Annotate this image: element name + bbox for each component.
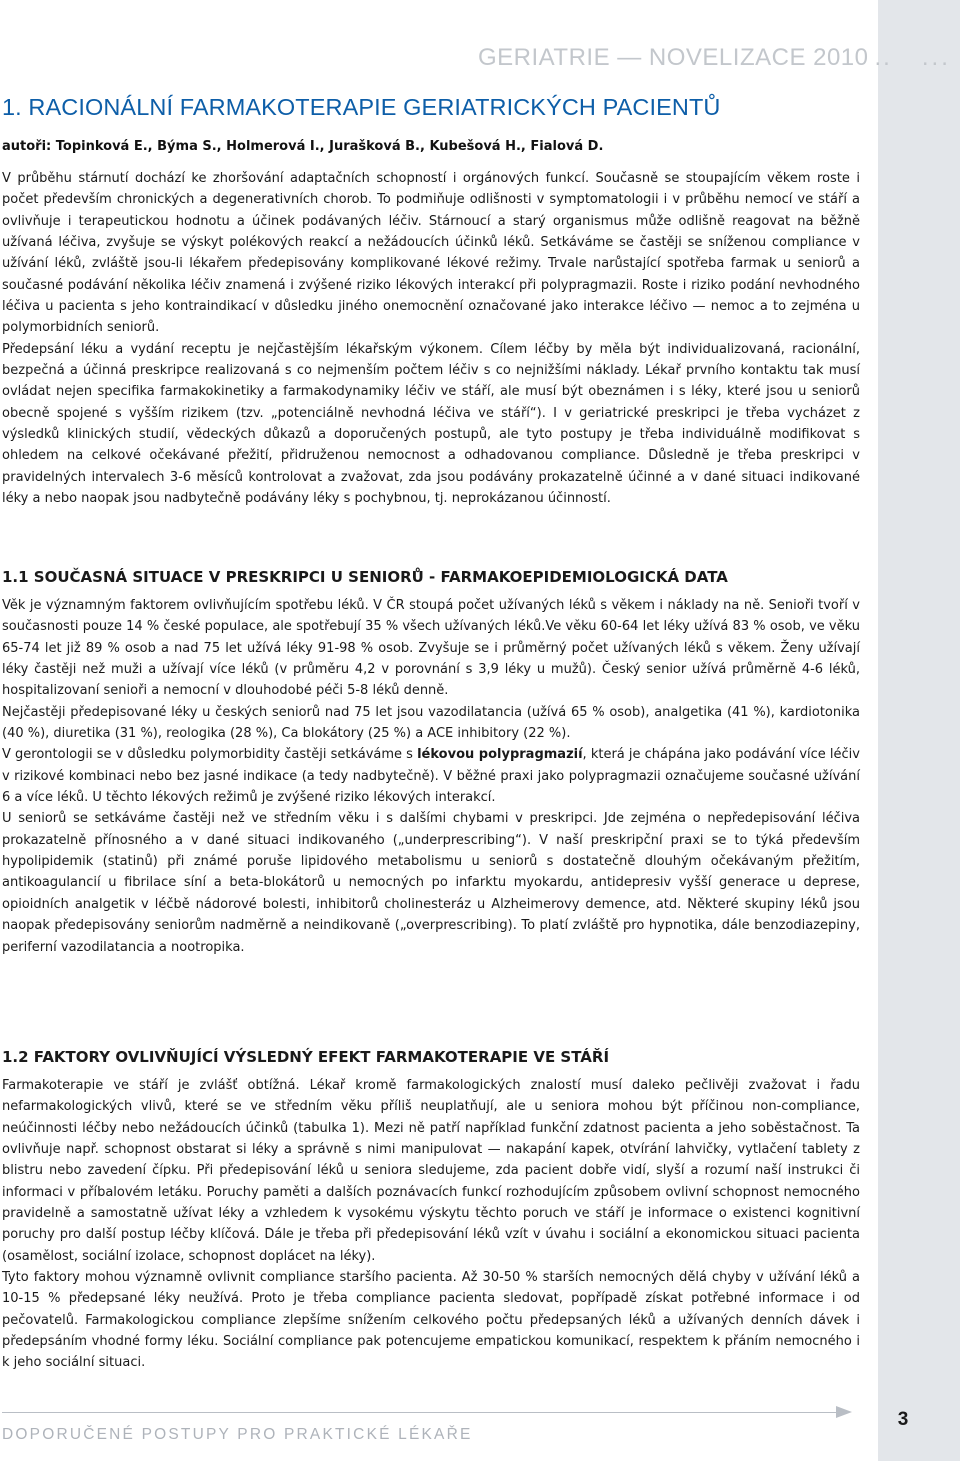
section-1-paragraph-3 (2, 744, 860, 808)
intro-text (2, 168, 860, 510)
header-dots: .. (874, 44, 892, 71)
footer-rule (2, 1412, 844, 1413)
footer-arrow-icon (836, 1406, 852, 1418)
page-number: 3 (897, 1409, 909, 1430)
authors-line: autoři: Topinková E., Býma S., Holmerová I., Jurašková B., Kubešová H., Fialová D. (2, 139, 604, 154)
footer-title: DOPORUČENÉ POSTUPY PRO PRAKTICKÉ LÉKAŘE (2, 1426, 473, 1443)
p3-after: , která je chápána jako podávání více léčiv v rizikové kombinaci nebo bez jasné indikace (a tedy nadbytečně). V běžné praxi jako polypragmazii označujeme současné užívání 6 a více léků. U těchto lékových režimů je zvýšené riziko lékových interakcí. (2, 747, 860, 806)
section-2-paragraph-1: Farmakoterapie ve stáří je zvlášť obtížná. Lékař kromě farmakologických znalostí musí daleko pečlivěji zvažovat i řadu nefarmakologických vlivů, které se ve středním věku příliš neuplatňují, ale u seniora mohou být příčinou non-compliance, neúčinnosti léčby nebo nežádoucích účinků (tabulka 1). Mezi ně patří například funkční zdatnost pacienta a jeho soběstačnost. Ta ovlivňuje např. schopnost obstarat si léky a správně s nimi manipulovat — nakapání kapek, otvírání lahvičky, vytlačení tablety z blistru nebo zavedení čípku. Při předepisování léků u seniora sledujeme, zda pacient dobře vidí, slyší a rozumí naší instrukci či informaci v příbalovém letáku. Poruchy paměti a dalších poznávacích funkcí rozhodujícím způsobem ovlivní schopnost nemocného pravidelně a samostatně užívat léky a vzhledem k vysokému výskytu těchto poruch ve stáří je informace o existenci kognitivní poruchy pro další postup léčby klíčová. Dále je třeba při předepisování léků vzít v úvahu i sociální a ekonomickou situaci pacienta (osamělost, sociální izolace, schopnost doplácet na léky). (2, 1078, 860, 1264)
running-title: GERIATRIE — NOVELIZACE 2010 (478, 44, 869, 71)
section-1-paragraph-2: Nejčastěji předepisované léky u českých seniorů nad 75 let jsou vazodilatancia (užívá 65 % osob), analgetika (41 %), kardiotonika (40 %), diuretika (31 %), reologika (28 %), Ca blokátory (25 %) a ACE inhibitory (22 %). (2, 704, 860, 742)
p3-before: V gerontologii se v důsledku polymorbidity častěji setkáváme s (2, 747, 418, 763)
side-margin-bar (878, 0, 960, 1461)
section-1-paragraph-1: Věk je významným faktorem ovlivňujícím spotřebu léků. V ČR stoupá počet užívaných léků s věkem i náklady na ně. Senioři tvoří v současnosti pouze 14 % české populace, ale spotřebují 35 % všech užívaných léků.Ve věku 60-64 let léky užívá 83 % osob, ve věku 65-74 let již 89 % osob a nad 75 let užívá léky 91-98 % osob. Zvyšuje se i průměrný počet užívaných léků s věkem. Ženy užívají léky častěji než muži a užívají více léků (v průměru 4,2 v porovnání s 3,9 léky u mužů). Český senior užívá průměrně 4-6 léků, hospitalizovaní senioři a nemocní v dlouhodobé péči 5-8 léků denně. (2, 598, 860, 699)
section-2-paragraph-2: Tyto faktory mohou významně ovlivnit compliance staršího pacienta. Až 30-50 % starších nemocných dělá chyby v užívání léků a 10-15 % předepsané léky neužívá. Proto je třeba compliance pacienta sledovat, popřípadě získat potřebné informace i od pečovatelů. Farmakologickou compliance zlepšíme snížením celkového počtu předepsaných léků a užívaných denních dávek i předepsáním vhodné formy léku. Sociální compliance pak potencujeme empatickou komunikací, respektem k přáním nemocného i k jeho sociální situaci. (2, 1270, 860, 1371)
section-2-heading: 1.2 FAKTORY OVLIVŇUJÍCÍ VÝSLEDNÝ EFEKT FARMAKOTERAPIE VE STÁŘÍ (2, 1048, 610, 1066)
section-2-text (2, 1075, 860, 1374)
section-1-paragraph-4: U seniorů se setkáváme častěji než ve středním věku i s dalšími chybami v preskripci. Jde zejména o nepředepisování léčiva prokazatelně přínosného a v dané situaci indikovaného („underprescribing“). V naší preskripční praxi se to týká především hypolipidemik (statinů) při známé poruše lipidového metabolismu u seniorů s dostatečně dlouhým očekávaným přežitím, antikoagulancií u fibrilace síní a beta-blokátorů u nemocných po infarktu myokardu, antidepresiv vyšší generace u deprese, opioidních analgetik v léčbě nádorové bolesti, inhibitorů cholinesteráz u Alzheimerovy demence, atd. Některé skupiny léků jsou naopak předepisovány seniorům nadměrně a neindikovaně („overprescribing). To platí zvláště pro hypnotika, dále benzodiazepiny, periferní vazodilatancia a nootropika. (2, 811, 860, 955)
page-footer (2, 1398, 862, 1448)
section-1-text (2, 595, 860, 958)
chapter-title: 1. RACIONÁLNÍ FARMAKOTERAPIE GERIATRICKÝCH PACIENTŮ (2, 94, 721, 120)
polypragmazie-term: lékovou polypragmazií (417, 747, 583, 763)
intro-paragraph-1: V průběhu stárnutí dochází ke zhoršování adaptačních schopností i orgánových funkcí. Současně se stoupajícím věkem roste i počet především chronických a degenerativních chorob. To podmiňuje odlišnosti v symptomatologii i v průběhu nemocí ve stáří a ovlivňuje i terapeutickou hodnotu a účinek podávaných léčiv. Stárnoucí a starý organismus může odlišně reagovat na běžně užívaná léčiva, zvyšuje se výskyt polékových reakcí a nežádoucích účinků léků. Setkáváme se častěji se sníženou compliance v užívání léků, zvláště jsou-li lékařem předepisovány komplikované lékové režimy. Trvale narůstající spotřeba farmak u seniorů a současné podávání několika léčiv znamená i zvýšené riziko lékových interakcí při polypragmazii. Roste i riziko podání nevhodného léčiva u pacienta s jeho kontraindikací v důsledku jiného onemocnění označované jako interakce léčivo — nemoc a to zejména u polymorbidních seniorů. (2, 171, 860, 336)
header-dots-trailing: ... (921, 44, 951, 71)
intro-paragraph-2: Předepsání léku a vydání receptu je nejčastějším lékařským výkonem. Cílem léčby by měla být individualizovaná, racionální, bezpečná a účinná preskripce realizovaná s co nejmenším počtem léčiv s co nejnižšími náklady. Lékař prvního kontaktu tak musí ovládat nejen specifika farmakokinetiky a farmakodynamiky léčiv ve stáří, ale musí být obeznámen i s léky, které jsou u seniorů obecně spojené s vyšším rizikem (tzv. „potenciálně nevhodná léčiva ve stáří“). I v geriatrické preskripci je třeba vycházet z výsledků klinických studií, vědeckých důkazů a doporučených postupů, ale tyto postupy je třeba individuálně modifikovat s ohledem na celkové očekávané přežití, přidruženou nemocnost a odhadovanou compliance. Důsledně je třeba preskripci v pravidelných intervalech 3-6 měsíců kontrolovat a zvažovat, zda jsou podávány prokazatelně účinné a v dané situaci indikované léky a nebo naopak jsou nadbytečně podávány léky s pochybnou, tj. neprokázanou účinností. (2, 341, 860, 507)
running-header (478, 41, 960, 75)
section-1-heading: 1.1 SOUČASNÁ SITUACE V PRESKRIPCI U SENIORŮ - FARMAKOEPIDEMIOLOGICKÁ DATA (2, 568, 728, 586)
